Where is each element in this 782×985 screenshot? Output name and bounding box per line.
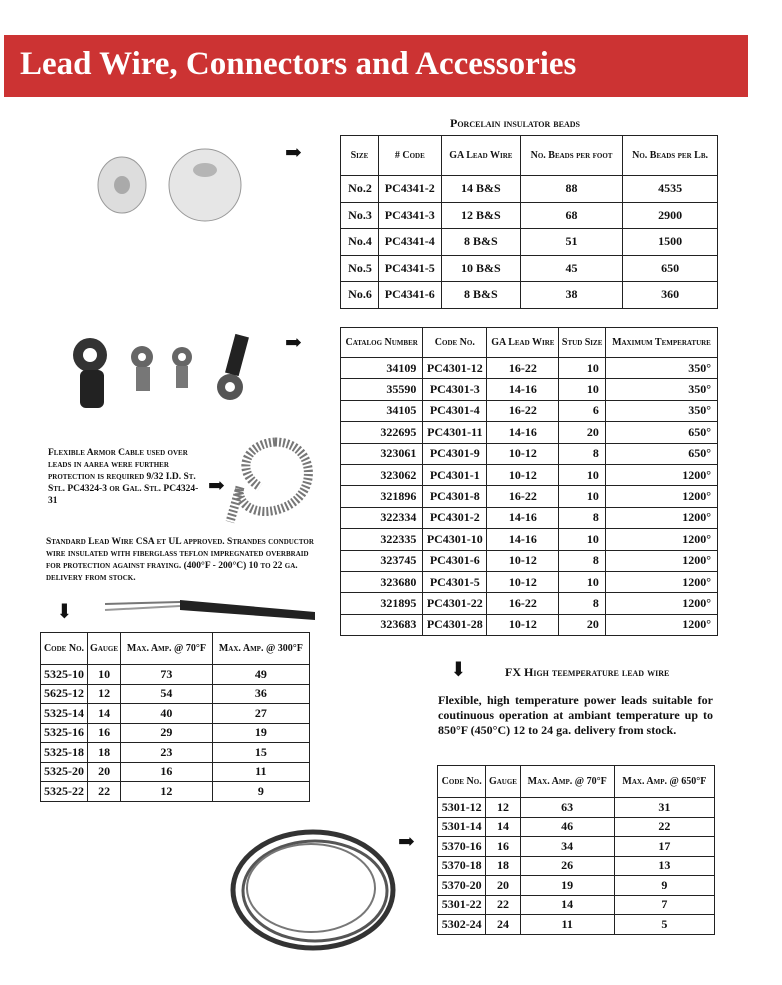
table-row bbox=[341, 400, 718, 421]
table-cell: 5301-22 bbox=[438, 895, 486, 915]
table-cell: 650° bbox=[605, 443, 717, 464]
terminals-table bbox=[340, 327, 718, 636]
table-cell: 54 bbox=[121, 684, 213, 704]
table-cell: 5370-20 bbox=[438, 876, 486, 896]
table-cell: 16-22 bbox=[487, 400, 559, 421]
table-cell: 10 B&S bbox=[441, 255, 520, 282]
column-header: Maximum Temperature bbox=[605, 328, 717, 358]
fx-description: Flexible, high temperature power leads suitable for coutinuous operation at ambiant temperature up to 850°F (450°C) 12 to 24 ga. delivery from stock. bbox=[438, 693, 713, 737]
table-cell: 322335 bbox=[341, 529, 423, 550]
table-cell: 35590 bbox=[341, 379, 423, 400]
table-cell: 14 bbox=[520, 895, 614, 915]
armor-cable-image bbox=[225, 432, 325, 527]
table-cell: 46 bbox=[520, 817, 614, 837]
table-row bbox=[341, 202, 718, 229]
table-cell: 5325-18 bbox=[41, 743, 88, 763]
table-cell: 88 bbox=[520, 176, 622, 203]
table-row bbox=[341, 443, 718, 464]
table-cell: 4535 bbox=[623, 176, 718, 203]
table-row bbox=[341, 571, 718, 592]
table-cell: PC4301-22 bbox=[423, 593, 487, 614]
table-row bbox=[438, 817, 715, 837]
table-cell: 10 bbox=[559, 571, 606, 592]
table-cell: 1200° bbox=[605, 507, 717, 528]
table-header-row bbox=[41, 633, 310, 665]
table-cell: 5325-20 bbox=[41, 762, 88, 782]
table-cell: 5370-16 bbox=[438, 837, 486, 857]
armor-note: Flexible Armor Cable used over leads in aarea were further protection is required 9/32 I.D. St. Stl. PC4324-3 or Gal. Stl. PC4324-31 bbox=[48, 448, 199, 506]
table-cell: 5325-10 bbox=[41, 665, 88, 685]
table-cell: 16 bbox=[121, 762, 213, 782]
table-cell: PC4341-4 bbox=[378, 229, 441, 256]
table-cell: 350° bbox=[605, 379, 717, 400]
table-cell: 63 bbox=[520, 798, 614, 818]
table-cell: PC4301-5 bbox=[423, 571, 487, 592]
table-cell: 26 bbox=[520, 856, 614, 876]
arrow-down-icon: ⬇ bbox=[56, 601, 73, 623]
table-cell: 14-16 bbox=[487, 379, 559, 400]
column-header: Code No. bbox=[423, 328, 487, 358]
table-cell: 14-16 bbox=[487, 507, 559, 528]
table-cell: 8 bbox=[559, 507, 606, 528]
table-cell: 5625-12 bbox=[41, 684, 88, 704]
fx-table bbox=[437, 765, 715, 935]
table-cell: 10 bbox=[87, 665, 120, 685]
table-row bbox=[341, 529, 718, 550]
table-cell: 17 bbox=[614, 837, 714, 857]
table-cell: 5325-14 bbox=[41, 704, 88, 724]
table-cell: 350° bbox=[605, 400, 717, 421]
table-row bbox=[41, 743, 310, 763]
table-cell: PC4301-9 bbox=[423, 443, 487, 464]
table-cell: 12 bbox=[121, 782, 213, 802]
table-cell: 51 bbox=[520, 229, 622, 256]
table-cell: No.5 bbox=[341, 255, 379, 282]
table-cell: 5301-14 bbox=[438, 817, 486, 837]
table-row bbox=[341, 282, 718, 309]
table-cell: No.6 bbox=[341, 282, 379, 309]
table-row bbox=[341, 550, 718, 571]
table-cell: 16 bbox=[486, 837, 520, 857]
table-cell: No.4 bbox=[341, 229, 379, 256]
table-cell: 650 bbox=[623, 255, 718, 282]
table-row bbox=[341, 422, 718, 443]
table-cell: 1200° bbox=[605, 486, 717, 507]
table-cell: 8 B&S bbox=[441, 282, 520, 309]
table-cell: 8 B&S bbox=[441, 229, 520, 256]
table-cell: 73 bbox=[121, 665, 213, 685]
table-header-row bbox=[438, 766, 715, 798]
table-cell: 1500 bbox=[623, 229, 718, 256]
table-cell: 323062 bbox=[341, 464, 423, 485]
table-cell: 1200° bbox=[605, 614, 717, 635]
column-header: Max. Amp. @ 70°F bbox=[520, 766, 614, 798]
table-row bbox=[41, 782, 310, 802]
fx-heading: FX High teemperature lead wire bbox=[505, 665, 670, 679]
column-header: Max. Amp. @ 70°F bbox=[121, 633, 213, 665]
table-cell: 8 bbox=[559, 593, 606, 614]
table-row bbox=[341, 176, 718, 203]
table-cell: 6 bbox=[559, 400, 606, 421]
table-row bbox=[438, 837, 715, 857]
column-header: Size bbox=[341, 136, 379, 176]
table-cell: 24 bbox=[486, 915, 520, 935]
column-header: Max. Amp. @ 300°F bbox=[212, 633, 309, 665]
table-cell: 14-16 bbox=[487, 422, 559, 443]
page-title: Lead Wire, Connectors and Accessories bbox=[4, 35, 748, 97]
arrow-down-icon: ⬇ bbox=[450, 659, 467, 681]
table-cell: 1200° bbox=[605, 529, 717, 550]
table-cell: 49 bbox=[212, 665, 309, 685]
table-cell: 5 bbox=[614, 915, 714, 935]
column-header: No. Beads per Lb. bbox=[623, 136, 718, 176]
table-cell: 10 bbox=[559, 379, 606, 400]
table-row bbox=[438, 798, 715, 818]
table-cell: 11 bbox=[520, 915, 614, 935]
table-cell: 22 bbox=[614, 817, 714, 837]
table-row bbox=[341, 593, 718, 614]
column-header: Catalog Number bbox=[341, 328, 423, 358]
table-cell: PC4341-3 bbox=[378, 202, 441, 229]
column-header: Gauge bbox=[486, 766, 520, 798]
standard-wire-image bbox=[100, 592, 320, 622]
table-cell: 14-16 bbox=[487, 529, 559, 550]
column-header: GA Lead Wire bbox=[441, 136, 520, 176]
table-cell: PC4341-2 bbox=[378, 176, 441, 203]
table-row bbox=[341, 229, 718, 256]
table-cell: 40 bbox=[121, 704, 213, 724]
table-row bbox=[438, 915, 715, 935]
table-cell: 9 bbox=[212, 782, 309, 802]
table-cell: 2900 bbox=[623, 202, 718, 229]
table-cell: PC4301-1 bbox=[423, 464, 487, 485]
table-cell: 16-22 bbox=[487, 593, 559, 614]
table-cell: PC4301-12 bbox=[423, 358, 487, 379]
table-cell: 34105 bbox=[341, 400, 423, 421]
table-cell: 321896 bbox=[341, 486, 423, 507]
table-cell: 7 bbox=[614, 895, 714, 915]
table-cell: PC4301-11 bbox=[423, 422, 487, 443]
table-cell: 8 bbox=[559, 443, 606, 464]
table-cell: 5325-16 bbox=[41, 723, 88, 743]
table-row bbox=[41, 762, 310, 782]
table-header-row bbox=[341, 136, 718, 176]
table-cell: 12 bbox=[486, 798, 520, 818]
table-cell: 10-12 bbox=[487, 571, 559, 592]
table-cell: 5301-12 bbox=[438, 798, 486, 818]
table-cell: PC4301-2 bbox=[423, 507, 487, 528]
arrow-right-icon: ➡ bbox=[208, 475, 225, 497]
table-cell: 20 bbox=[559, 614, 606, 635]
table-cell: 14 bbox=[87, 704, 120, 724]
table-cell: 1200° bbox=[605, 550, 717, 571]
table-header-row bbox=[341, 328, 718, 358]
table-row bbox=[341, 507, 718, 528]
table-row bbox=[341, 614, 718, 635]
table-cell: 5325-22 bbox=[41, 782, 88, 802]
table-cell: 1200° bbox=[605, 571, 717, 592]
beads-table bbox=[340, 135, 718, 309]
table-cell: 323680 bbox=[341, 571, 423, 592]
table-cell: 9 bbox=[614, 876, 714, 896]
table-cell: 10-12 bbox=[487, 464, 559, 485]
arrow-right-icon: ➡ bbox=[285, 332, 302, 354]
column-header: Gauge bbox=[87, 633, 120, 665]
table-row bbox=[341, 255, 718, 282]
table-cell: PC4301-4 bbox=[423, 400, 487, 421]
table-cell: 23 bbox=[121, 743, 213, 763]
table-cell: 10-12 bbox=[487, 550, 559, 571]
table-cell: 22 bbox=[87, 782, 120, 802]
column-header: Code No. bbox=[41, 633, 88, 665]
table-row bbox=[341, 358, 718, 379]
arrow-right-icon: ➡ bbox=[398, 831, 415, 853]
fx-wire-image bbox=[225, 815, 400, 965]
table-cell: PC4301-8 bbox=[423, 486, 487, 507]
table-row bbox=[41, 704, 310, 724]
table-cell: 16-22 bbox=[487, 358, 559, 379]
table-cell: No.2 bbox=[341, 176, 379, 203]
table-cell: 12 B&S bbox=[441, 202, 520, 229]
table-cell: 323061 bbox=[341, 443, 423, 464]
table-cell: 350° bbox=[605, 358, 717, 379]
table-cell: PC4301-3 bbox=[423, 379, 487, 400]
table-cell: 10 bbox=[559, 464, 606, 485]
table-cell: 34109 bbox=[341, 358, 423, 379]
table-row bbox=[341, 486, 718, 507]
table-cell: 16 bbox=[87, 723, 120, 743]
column-header: GA Lead Wire bbox=[487, 328, 559, 358]
table-row bbox=[438, 856, 715, 876]
table-cell: 19 bbox=[520, 876, 614, 896]
table-row bbox=[41, 665, 310, 685]
table-cell: 27 bbox=[212, 704, 309, 724]
table-cell: 38 bbox=[520, 282, 622, 309]
table-cell: 20 bbox=[87, 762, 120, 782]
table-cell: 322334 bbox=[341, 507, 423, 528]
table-cell: 360 bbox=[623, 282, 718, 309]
table-cell: No.3 bbox=[341, 202, 379, 229]
table-row bbox=[341, 379, 718, 400]
table-cell: 10 bbox=[559, 529, 606, 550]
table-cell: 68 bbox=[520, 202, 622, 229]
table-cell: 5302-24 bbox=[438, 915, 486, 935]
table-cell: 34 bbox=[520, 837, 614, 857]
table-cell: 15 bbox=[212, 743, 309, 763]
ring-terminals-image bbox=[60, 325, 280, 415]
table-cell: 10-12 bbox=[487, 614, 559, 635]
arrow-right-icon: ➡ bbox=[285, 142, 302, 164]
porcelain-beads-image bbox=[90, 140, 250, 230]
column-header: Stud Size bbox=[559, 328, 606, 358]
column-header: No. Beads per foot bbox=[520, 136, 622, 176]
table-cell: 11 bbox=[212, 762, 309, 782]
table-cell: 323745 bbox=[341, 550, 423, 571]
table-row bbox=[438, 876, 715, 896]
beads-heading: Porcelain insulator beads bbox=[450, 116, 580, 130]
table-cell: 22 bbox=[486, 895, 520, 915]
table-cell: 16-22 bbox=[487, 486, 559, 507]
table-cell: 19 bbox=[212, 723, 309, 743]
table-cell: PC4341-6 bbox=[378, 282, 441, 309]
table-cell: 10 bbox=[559, 358, 606, 379]
table-cell: 321895 bbox=[341, 593, 423, 614]
table-cell: 18 bbox=[87, 743, 120, 763]
table-cell: PC4301-10 bbox=[423, 529, 487, 550]
table-cell: 45 bbox=[520, 255, 622, 282]
table-cell: 36 bbox=[212, 684, 309, 704]
table-cell: 5370-18 bbox=[438, 856, 486, 876]
table-cell: 10 bbox=[559, 486, 606, 507]
table-cell: 31 bbox=[614, 798, 714, 818]
table-cell: PC4301-6 bbox=[423, 550, 487, 571]
table-cell: 323683 bbox=[341, 614, 423, 635]
table-cell: 14 B&S bbox=[441, 176, 520, 203]
table-cell: 1200° bbox=[605, 464, 717, 485]
table-cell: 8 bbox=[559, 550, 606, 571]
standard-wire-note: Standard Lead Wire CSA et UL approved. Strandes conductor wire insulated with fiberglass teflon impregnated overbraid for protection against fraying. (400°F - 200°C) 10 to 22 ga. delivery from stock. bbox=[46, 537, 314, 583]
column-header: Code No. bbox=[438, 766, 486, 798]
column-header: Max. Amp. @ 650°F bbox=[614, 766, 714, 798]
table-cell: 650° bbox=[605, 422, 717, 443]
column-header: # Code bbox=[378, 136, 441, 176]
standard-wire-table bbox=[40, 632, 310, 802]
table-row bbox=[438, 895, 715, 915]
table-cell: 18 bbox=[486, 856, 520, 876]
table-cell: PC4301-28 bbox=[423, 614, 487, 635]
table-cell: PC4341-5 bbox=[378, 255, 441, 282]
table-cell: 13 bbox=[614, 856, 714, 876]
table-cell: 20 bbox=[486, 876, 520, 896]
table-cell: 10-12 bbox=[487, 443, 559, 464]
table-row bbox=[41, 723, 310, 743]
table-cell: 29 bbox=[121, 723, 213, 743]
table-cell: 20 bbox=[559, 422, 606, 443]
table-row bbox=[41, 684, 310, 704]
table-cell: 1200° bbox=[605, 593, 717, 614]
table-cell: 322695 bbox=[341, 422, 423, 443]
table-cell: 12 bbox=[87, 684, 120, 704]
table-cell: 14 bbox=[486, 817, 520, 837]
table-row bbox=[341, 464, 718, 485]
